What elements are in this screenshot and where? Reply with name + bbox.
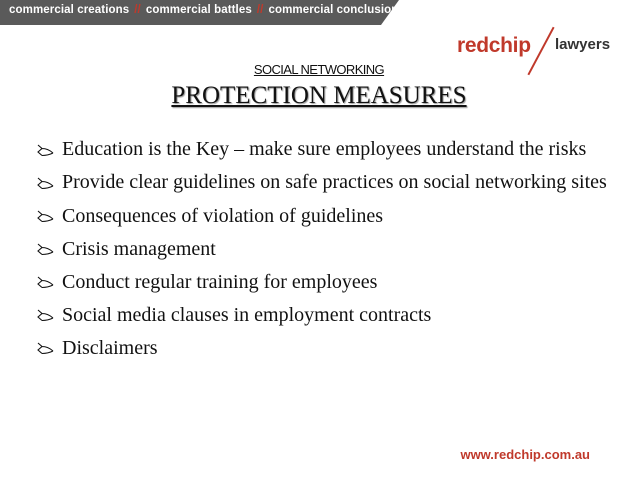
bullet-icon xyxy=(37,308,54,322)
logo-suffix: lawyers xyxy=(555,36,611,53)
bullet-text: Disclaimers xyxy=(62,337,158,359)
bullet-text: Provide clear guidelines on safe practices on social networking sites xyxy=(62,171,607,193)
bullet-item xyxy=(40,168,625,196)
bullet-list xyxy=(40,135,625,366)
tagline-separator: // xyxy=(134,4,141,16)
slide-title: PROTECTION MEASURES xyxy=(171,82,467,109)
bullet-item xyxy=(40,267,625,297)
bullet-item xyxy=(40,333,625,363)
tagline-item: commercial creations xyxy=(9,4,130,16)
bullet-text: Crisis management xyxy=(62,238,216,260)
logo-name: redchip xyxy=(457,34,531,57)
bullet-item xyxy=(40,201,625,231)
bullet-text: Consequences of violation of guidelines xyxy=(62,205,384,227)
tagline-item: commercial battles xyxy=(145,4,252,16)
bullet-icon xyxy=(37,209,54,223)
bullet-text: Social media clauses in employment contracts xyxy=(62,304,432,326)
bullet-item xyxy=(40,234,625,264)
bullet-text: Conduct regular training for employees xyxy=(62,271,378,293)
tagline-separator: // xyxy=(256,4,264,16)
bullet-text: Education is the Key – make sure employees understand the risks xyxy=(62,138,587,160)
bullet-item xyxy=(40,135,625,163)
bullet-item xyxy=(40,300,625,330)
tagline xyxy=(9,4,405,16)
bullet-icon xyxy=(37,176,54,190)
bullet-icon xyxy=(37,143,54,157)
slide-subtitle: SOCIAL NETWORKING xyxy=(253,62,385,77)
bullet-icon xyxy=(37,242,54,256)
footer-url: www.redchip.com.au xyxy=(460,447,590,462)
bullet-icon xyxy=(37,275,54,289)
bullet-icon xyxy=(37,341,54,355)
tagline-item: commercial conclusions xyxy=(268,4,405,16)
